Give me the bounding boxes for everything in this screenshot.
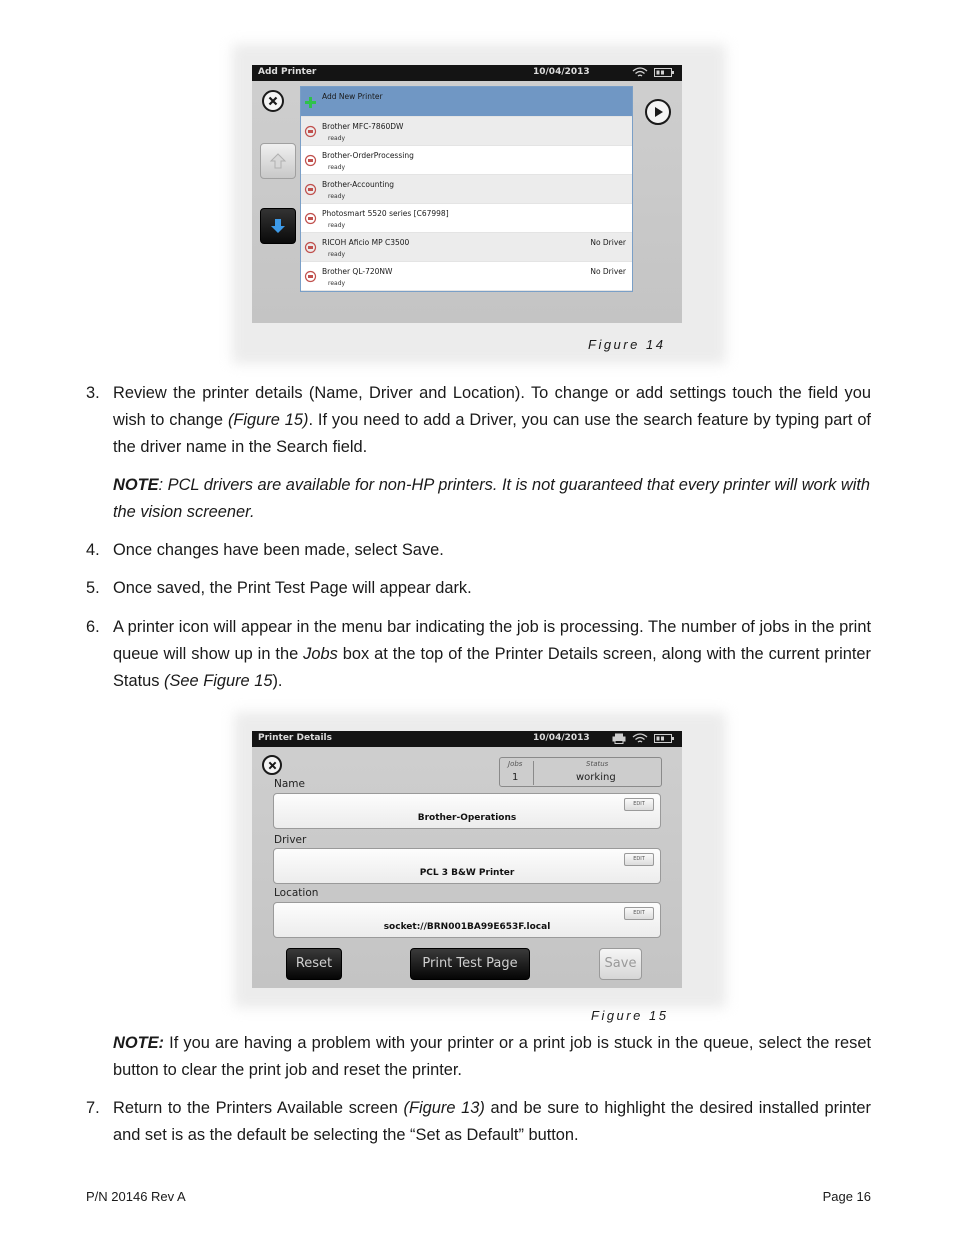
close-button[interactable] <box>262 90 284 112</box>
driver-label: Driver <box>274 834 307 846</box>
step-6-text-c: ). <box>272 672 283 690</box>
printer-state: ready <box>328 193 346 200</box>
name-edit-button[interactable]: EDIT <box>624 798 654 811</box>
printer-row[interactable] <box>301 175 632 204</box>
step-6-text-a: A printer icon will appear in the menu bar indicating the job is processing. The number of jobs in the print queue will show up in the <box>113 618 871 663</box>
printer-name: RICOH Aficio MP C3500 <box>322 238 410 247</box>
step-7-text <box>113 1095 871 1149</box>
location-field[interactable] <box>273 902 661 938</box>
printer-state: ready <box>328 135 346 142</box>
printer-row[interactable] <box>301 204 632 233</box>
step-6-figure-ref: (See Figure 15 <box>164 672 273 690</box>
printer-busy-icon <box>612 733 626 744</box>
step-3-text <box>113 380 871 461</box>
step-6-jobs: Jobs <box>303 645 338 663</box>
name-value: Brother-Operations <box>417 813 517 823</box>
note-2-label: NOTE: <box>113 1034 164 1052</box>
wifi-icon <box>632 67 648 78</box>
add-new-printer-label: Add New Printer <box>322 92 383 101</box>
scroll-down-button[interactable] <box>260 208 296 244</box>
driver-value: PCL 3 B&W Printer <box>419 868 515 878</box>
step-7-figure-ref: (Figure 13) <box>403 1099 485 1117</box>
jobs-status-box <box>499 757 662 787</box>
printer-icon <box>304 154 317 167</box>
driver-field[interactable] <box>273 848 661 884</box>
step-5-number: 5. <box>86 579 100 597</box>
printer-details-screen <box>252 731 682 988</box>
note-1-text: : PCL drivers are available for non-HP printers. It is not guaranteed that every printer will work with the vision screener. <box>113 476 871 521</box>
close-button[interactable] <box>262 755 282 775</box>
printer-state: ready <box>328 222 346 229</box>
printer-row[interactable] <box>301 117 632 146</box>
printer-driver: No Driver <box>590 267 626 276</box>
screen-date: 10/04/2013 <box>533 67 590 77</box>
printer-name: Brother-OrderProcessing <box>322 151 414 160</box>
printer-icon <box>304 241 317 254</box>
printer-state: ready <box>328 164 346 171</box>
name-label: Name <box>274 778 305 790</box>
printer-icon <box>304 125 317 138</box>
printer-row[interactable] <box>301 262 632 291</box>
note-1 <box>113 472 871 526</box>
screen-title: Add Printer <box>258 67 317 77</box>
add-printer-screen <box>252 65 682 323</box>
figure-15-caption: Figure 15 <box>591 1008 669 1023</box>
printer-state: ready <box>328 251 346 258</box>
printer-row[interactable] <box>301 146 632 175</box>
step-4-text: Once changes have been made, select Save. <box>113 541 444 559</box>
jobs-label: Jobs <box>508 760 523 768</box>
next-circle-icon <box>652 106 664 118</box>
print-test-page-button[interactable]: Print Test Page <box>410 948 530 980</box>
close-circle-icon <box>268 96 278 106</box>
location-edit-button[interactable]: EDIT <box>624 907 654 920</box>
note-2 <box>113 1030 871 1084</box>
footer-part-number: P/N 20146 Rev A <box>86 1189 186 1204</box>
printer-state: ready <box>328 280 346 287</box>
add-new-printer-row[interactable] <box>301 87 632 117</box>
screen-title: Printer Details <box>258 733 332 743</box>
printer-icon <box>304 270 317 283</box>
status-bar <box>252 65 682 81</box>
step-7-number: 7. <box>86 1099 100 1117</box>
status-bar <box>252 731 682 747</box>
status-value: working <box>576 772 616 783</box>
note-1-label: NOTE <box>113 476 159 494</box>
step-3-number: 3. <box>86 384 100 402</box>
jobs-divider <box>533 761 534 785</box>
reset-button[interactable]: Reset <box>286 948 342 980</box>
arrow-up-icon <box>269 152 287 170</box>
printer-driver: No Driver <box>590 238 626 247</box>
printer-name: Photosmart 5520 series [C67998] <box>322 209 449 218</box>
jobs-value: 1 <box>512 772 519 783</box>
driver-edit-button[interactable]: EDIT <box>624 853 654 866</box>
note-2-text: If you are having a problem with your printer or a print job is stuck in the queue, select the reset button to clear the print job and reset the printer. <box>113 1034 871 1079</box>
plus-icon <box>304 96 317 109</box>
step-3-figure-ref: (Figure 15) <box>227 411 309 429</box>
step-4-number: 4. <box>86 541 100 559</box>
save-button[interactable]: Save <box>599 948 642 980</box>
footer-page-number: Page 16 <box>822 1189 871 1204</box>
printer-icon <box>304 183 317 196</box>
step-6-text-b: box at the top of the Printer Details screen, along with the current printer Status <box>113 645 872 690</box>
next-button[interactable] <box>645 99 671 125</box>
printer-name: Brother MFC-7860DW <box>322 122 404 131</box>
status-label: Status <box>586 760 609 768</box>
step-3-text-a: Review the printer details (Name, Driver and Location). To change or add settings touch the field you wish to change <box>113 384 871 429</box>
printer-name: Brother QL-720NW <box>322 267 393 276</box>
battery-icon <box>654 733 675 744</box>
figure-14-caption: Figure 14 <box>588 337 666 352</box>
printer-icon <box>304 212 317 225</box>
step-3-text-b: . If you need to add a Driver, you can use the search feature by typing part of the driver name in the Search field. <box>113 411 871 456</box>
screen-date: 10/04/2013 <box>533 733 590 743</box>
location-label: Location <box>274 887 319 899</box>
name-field[interactable] <box>273 793 661 829</box>
printer-name: Brother-Accounting <box>322 180 394 189</box>
step-6-text <box>113 614 871 695</box>
step-5-text: Once saved, the Print Test Page will appear dark. <box>113 579 472 597</box>
scroll-up-button[interactable] <box>260 143 296 179</box>
location-value: socket://BRN001BA99E653F.local <box>383 922 551 932</box>
printer-row[interactable] <box>301 233 632 262</box>
step-7-text-b: and be sure to highlight the desired installed printer and set is as the default be selecting the “Set as Default” button. <box>113 1099 871 1144</box>
arrow-down-icon <box>269 217 287 235</box>
step-7-text-a: Return to the Printers Available screen <box>113 1099 404 1117</box>
step-6-number: 6. <box>86 618 100 636</box>
wifi-icon <box>632 733 648 744</box>
printer-list <box>300 86 633 292</box>
close-circle-icon <box>268 761 277 770</box>
battery-icon <box>654 67 675 78</box>
